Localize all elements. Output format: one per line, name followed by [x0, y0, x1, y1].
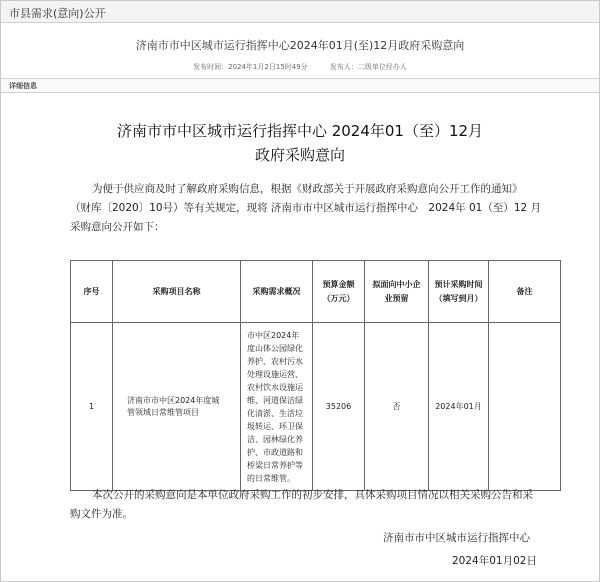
header-purchase-time: 预计采购时间（填写到月） [429, 261, 489, 323]
cell-index: 1 [71, 323, 113, 491]
cell-remark [489, 323, 561, 491]
detail-section-bar [1, 78, 599, 93]
publisher: 发布人：二级单位经办人 [329, 63, 407, 71]
notice-meta [0, 62, 600, 72]
header-index: 序号 [71, 261, 113, 323]
breadcrumb[interactable]: 市县需求(意向)公开 [9, 7, 106, 20]
cell-description [241, 323, 313, 491]
closing-line-1: 本次公开的采购意向是本单位政府采购工作的初步安排，具体采购项目情况以相关采购公告和采 [92, 489, 533, 501]
detail-label: 详细信息 [9, 82, 37, 90]
table-header-row [71, 261, 561, 323]
cell-sme-reserved: 否 [365, 323, 429, 491]
closing-line-2: 购文件为准。 [70, 508, 133, 520]
publish-time: 发布时间：2024年1月2日15时49分 [193, 63, 308, 71]
intro-line-2: （财库〔2020〕10号）等有关规定，现将 济南市市中区城市运行指挥中心 2024年 01（至）12 月 [70, 202, 542, 214]
cell-project-name: 济南市市中区2024年度城管领域日常维管项目 [113, 323, 241, 491]
table-row [71, 323, 561, 491]
top-bar [1, 1, 599, 23]
document-title-line2: 政府采购意向 [254, 146, 345, 164]
closing-paragraph [70, 486, 560, 524]
header-budget: 预算金额（万元） [313, 261, 365, 323]
cell-purchase-time: 2024年01月 [429, 323, 489, 491]
header-sme-reserved: 拟面向中小企业预留 [365, 261, 429, 323]
header-project-name: 采购项目名称 [113, 261, 241, 323]
cell-budget: 35206 [313, 323, 365, 491]
intro-paragraph [70, 180, 560, 237]
document-title-line1: 济南市市中区城市运行指挥中心 2024年01（至）12月 [116, 122, 484, 140]
signature-org: 济南市市中区城市运行指挥中心 [383, 532, 530, 544]
intro-line-3: 采购意向公开如下： [70, 221, 165, 233]
description-text: 市中区2024年度山体公园绿化养护、农村污水处理设施运营、农村饮水设施运维、河道保洁绿化清淤、生活垃圾转运、环卫保洁、园林绿化养护、市政道路和桥梁日常养护等的日常维管。 [247, 330, 303, 483]
header-description: 采购需求概况 [241, 261, 313, 323]
intro-line-1: 为便于供应商及时了解政府采购信息，根据《财政部关于开展政府采购意向公开工作的通知》 [92, 183, 523, 195]
header-remark: 备注 [489, 261, 561, 323]
notice-title: 济南市市中区城市运行指挥中心2024年01月(至)12月政府采购意向 [135, 39, 465, 52]
procurement-table [70, 260, 561, 491]
signature-date: 2024年01月02日 [452, 555, 537, 567]
